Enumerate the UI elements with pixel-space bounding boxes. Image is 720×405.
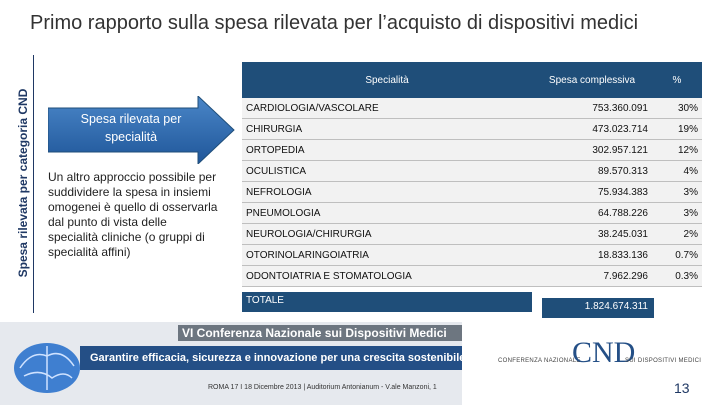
cell-pct: 3%: [652, 182, 702, 203]
cell-pct: 19%: [652, 119, 702, 140]
cell-pct: 30%: [652, 98, 702, 119]
cell-spend: 302.957.121: [532, 140, 652, 161]
cell-specialty: OCULISTICA: [242, 161, 532, 182]
cell-pct: 0.7%: [652, 245, 702, 266]
cell-pct: 4%: [652, 161, 702, 182]
conference-title: VI Conferenza Nazionale sui Dispositivi Medici: [178, 325, 462, 341]
total-row: [242, 292, 702, 312]
table-row: [242, 140, 702, 161]
page-number: 13: [674, 380, 690, 396]
specialty-spend-table: [242, 62, 702, 287]
arrow-label: Spesa rilevata per specialità: [80, 112, 182, 144]
table-row: [242, 224, 702, 245]
cell-specialty: CHIRURGIA: [242, 119, 532, 140]
table-row: [242, 182, 702, 203]
cell-spend: 75.934.383: [532, 182, 652, 203]
cnd-logo: [462, 336, 702, 386]
cell-spend: 18.833.136: [532, 245, 652, 266]
cell-pct: 0.3%: [652, 266, 702, 287]
cell-spend: 753.360.091: [532, 98, 652, 119]
cell-specialty: OTORINOLARINGOIATRIA: [242, 245, 532, 266]
cell-spend: 38.245.031: [532, 224, 652, 245]
table-row: [242, 98, 702, 119]
total-label: TOTALE: [242, 292, 532, 312]
header-spend: Spesa complessiva: [532, 62, 652, 98]
cell-specialty: ORTOPEDIA: [242, 140, 532, 161]
side-divider: [33, 55, 34, 313]
cell-specialty: NEUROLOGIA/CHIRURGIA: [242, 224, 532, 245]
table-row: [242, 119, 702, 140]
table-row: [242, 203, 702, 224]
total-value: 1.824.674.311: [542, 298, 654, 318]
side-label: Spesa rilevata per categoria CND: [16, 88, 30, 278]
description-text: Un altro approccio possibile per suddividere la spesa in insiemi omogenei è quello di osservarla dal punto di vista delle specialità cliniche (o gruppi di specialità affini): [48, 170, 218, 259]
header-pct: %: [652, 62, 702, 98]
event-location: ROMA 17 I 18 Dicembre 2013 | Auditorium Antonianum - V.ale Manzoni, 1: [208, 384, 437, 391]
table-row: [242, 245, 702, 266]
specialty-arrow-callout: [48, 96, 236, 164]
logo-left-text: CONFERENZA NAZIONALE: [498, 358, 581, 364]
cell-specialty: PNEUMOLOGIA: [242, 203, 532, 224]
cell-pct: 12%: [652, 140, 702, 161]
brain-image-icon: [12, 340, 82, 396]
cell-spend: 89.570.313: [532, 161, 652, 182]
logo-right-text: SUI DISPOSITIVI MEDICI: [625, 358, 702, 364]
cell-spend: 473.023.714: [532, 119, 652, 140]
cell-spend: 64.788.226: [532, 203, 652, 224]
cell-specialty: CARDIOLOGIA/VASCOLARE: [242, 98, 532, 119]
logo-mark: CND: [572, 336, 636, 369]
cell-pct: 3%: [652, 203, 702, 224]
table-row: [242, 161, 702, 182]
cell-specialty: ODONTOIATRIA E STOMATOLOGIA: [242, 266, 532, 287]
cell-specialty: NEFROLOGIA: [242, 182, 532, 203]
slide-title: Primo rapporto sulla spesa rilevata per l’acquisto di dispositivi medici: [30, 12, 639, 34]
cell-pct: 2%: [652, 224, 702, 245]
table-row: [242, 266, 702, 287]
cell-spend: 7.962.296: [532, 266, 652, 287]
header-specialty: Specialità: [242, 62, 532, 98]
conference-slogan: Garantire efficacia, sicurezza e innovazione per una crescita sostenibile: [80, 346, 462, 370]
